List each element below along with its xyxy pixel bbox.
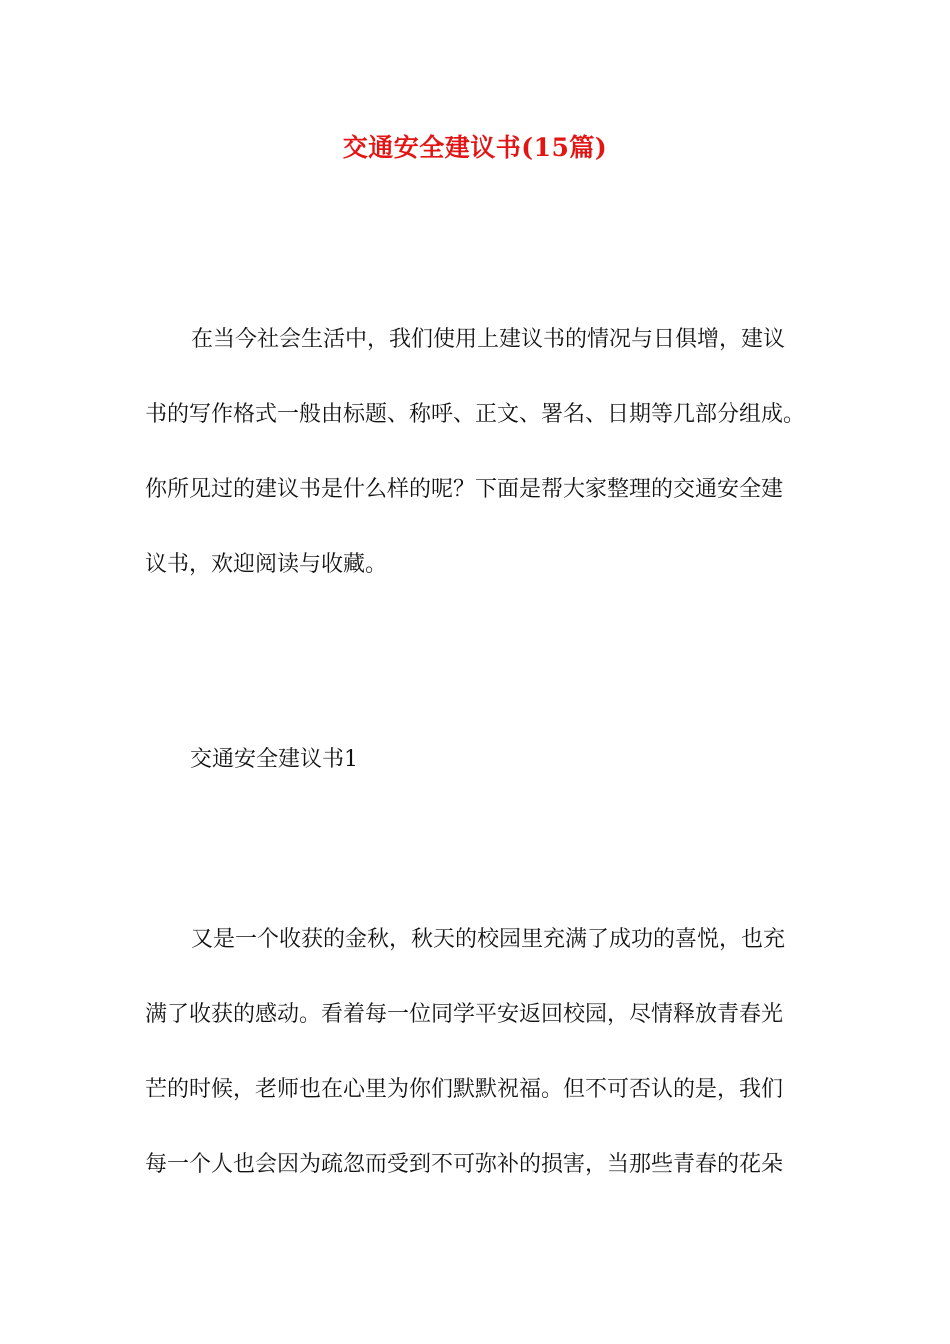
- body-paragraph: [145, 902, 810, 1202]
- intro-paragraph: [145, 302, 810, 602]
- section-heading: 交通安全建议书1: [190, 747, 358, 772]
- body-line-3: 芒的时候，老师也在心里为你们默默祝福。但不可否认的是，我们: [145, 1077, 784, 1102]
- document-title: 交通安全建议书(15篇): [342, 133, 608, 162]
- intro-line-3: 你所见过的建议书是什么样的呢？下面是帮大家整理的交通安全建: [145, 477, 784, 502]
- intro-line-4: 议书，欢迎阅读与收藏。: [145, 552, 388, 577]
- body-line-1: 又是一个收获的金秋，秋天的校园里充满了成功的喜悦，也充: [191, 927, 786, 952]
- intro-line-2: 书的写作格式一般由标题、称呼、正文、署名、日期等几部分组成。: [145, 402, 806, 427]
- body-line-2: 满了收获的感动。看着每一位同学平安返回校园，尽情释放青春光: [145, 1002, 784, 1027]
- intro-line-1: 在当今社会生活中，我们使用上建议书的情况与日俱增，建议: [191, 327, 786, 352]
- body-line-4: 每一个人也会因为疏忽而受到不可弥补的损害，当那些青春的花朵: [145, 1152, 784, 1177]
